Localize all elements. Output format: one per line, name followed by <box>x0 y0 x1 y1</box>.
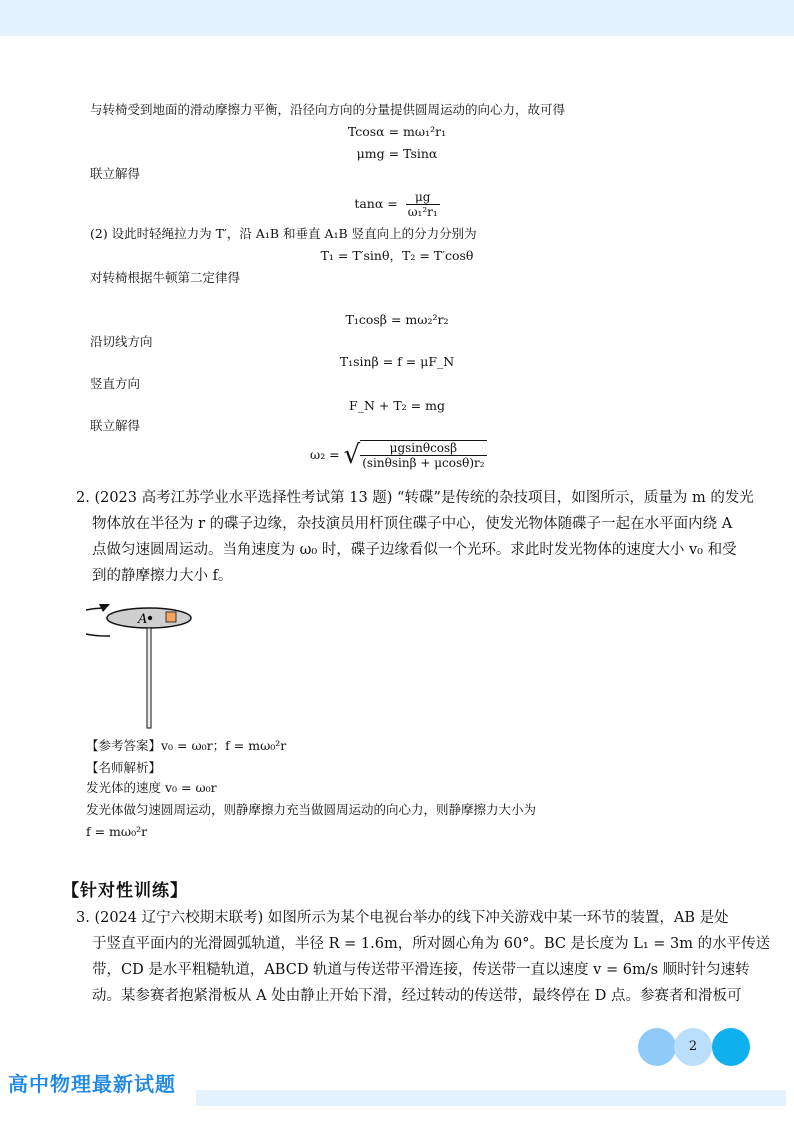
pole <box>147 628 151 728</box>
analysis-line: 发光体的速度 v₀ = ω₀r <box>86 780 217 795</box>
q3-line: 3. (2024 辽宁六校期末联考) 如图所示为某个电视台举办的线下冲关游戏中某一环节的装置，AB 是处 <box>76 910 729 926</box>
eq-left: tanα = <box>354 196 398 211</box>
text-line: (2) 设此时轻绳拉力为 T′，沿 A₁B 和垂直 A₁B 竖直向上的分力分别为 <box>90 226 477 241</box>
denominator: (sinθsinβ + μcosθ)r₂ <box>362 456 485 470</box>
spinning-plate-figure <box>86 596 206 731</box>
top-band <box>0 0 794 36</box>
text-line: 对转椅根据牛顿第二定律得 <box>90 270 241 285</box>
equation-sqrt <box>310 440 487 470</box>
equation: μmg = Tsinα <box>356 146 438 161</box>
numerator: μgsinθcosβ <box>360 441 486 456</box>
equation: T₁ = T′sinθ，T₂ = T′cosθ <box>320 248 474 263</box>
equation: T₁cosβ = mω₂²r₂ <box>345 312 449 327</box>
fraction <box>360 440 486 470</box>
eq-left: ω₂ = <box>310 447 340 462</box>
point-a-label: A <box>138 612 148 627</box>
sqrt-sign: √ <box>343 440 361 470</box>
text-line: 联立解得 <box>90 418 141 433</box>
page-circle-left <box>638 1028 676 1066</box>
equation-fraction <box>0 190 794 219</box>
q3-line: 动。某参赛者抱紧滑板从 A 处由静止开始下滑，经过转动的传送带，最终停在 D 点。参赛者和滑板可 <box>92 988 742 1004</box>
q3-line: 带，CD 是水平粗糙轨道，ABCD 轨道与传送带平滑连接，传送带一直以速度 v = 6m/s 顺时针匀速转 <box>92 962 750 978</box>
numerator: μg <box>406 190 440 205</box>
q2-line: 到的静摩擦力大小 f。 <box>92 568 233 584</box>
text-line: 与转椅受到地面的滑动摩擦力平衡，沿径向方向的分量提供圆周运动的向心力，故可得 <box>90 102 566 117</box>
section-title: 【针对性训练】 <box>62 881 188 901</box>
analysis-line: f = mω₀²r <box>86 824 148 839</box>
q3-line: 于竖直平面内的光滑圆弧轨道，半径 R = 1.6m，所对圆心角为 60°。BC 是长度为 L₁ = 3m 的水平传送 <box>92 936 771 952</box>
brand-logo-text: 高中物理最新试题 <box>8 1072 176 1096</box>
page-number: 2 <box>674 1028 712 1066</box>
page-circle-right <box>712 1028 750 1066</box>
glowing-object <box>166 612 176 622</box>
equation: F_N + T₂ = mg <box>349 398 445 413</box>
fraction <box>406 190 440 219</box>
center-dot <box>148 616 152 620</box>
text-line: 联立解得 <box>90 166 141 181</box>
q2-line: 点做匀速圆周运动。当角速度为 ω₀ 时，碟子边缘看似一个光环。求此时发光物体的速度大小 v₀ 和受 <box>92 542 737 558</box>
answer-line: 【参考答案】v₀ = ω₀r；f = mω₀²r <box>86 738 287 753</box>
q2-line: 物体放在半径为 r 的碟子边缘，杂技演员用杆顶住碟子中心，使发光物体随碟子一起在水平面内绕 A <box>92 516 733 532</box>
rotation-arrow <box>86 608 110 636</box>
text-line: 沿切线方向 <box>90 334 153 349</box>
analysis-heading: 【名师解析】 <box>86 760 162 775</box>
footer-band <box>196 1090 786 1106</box>
equation: Tcosα = mω₁²r₁ <box>347 124 447 139</box>
denominator: ω₁²r₁ <box>407 205 438 219</box>
q2-line: 2. (2023 高考江苏学业水平选择性考试第 13 题) “转碟”是传统的杂技项目，如图所示，质量为 m 的发光 <box>76 490 754 506</box>
equation: T₁sinβ = f = μF_N <box>339 354 455 369</box>
analysis-line: 发光体做匀速圆周运动，则静摩擦力充当做圆周运动的向心力，则静摩擦力大小为 <box>86 802 537 817</box>
text-line: 竖直方向 <box>90 376 141 391</box>
